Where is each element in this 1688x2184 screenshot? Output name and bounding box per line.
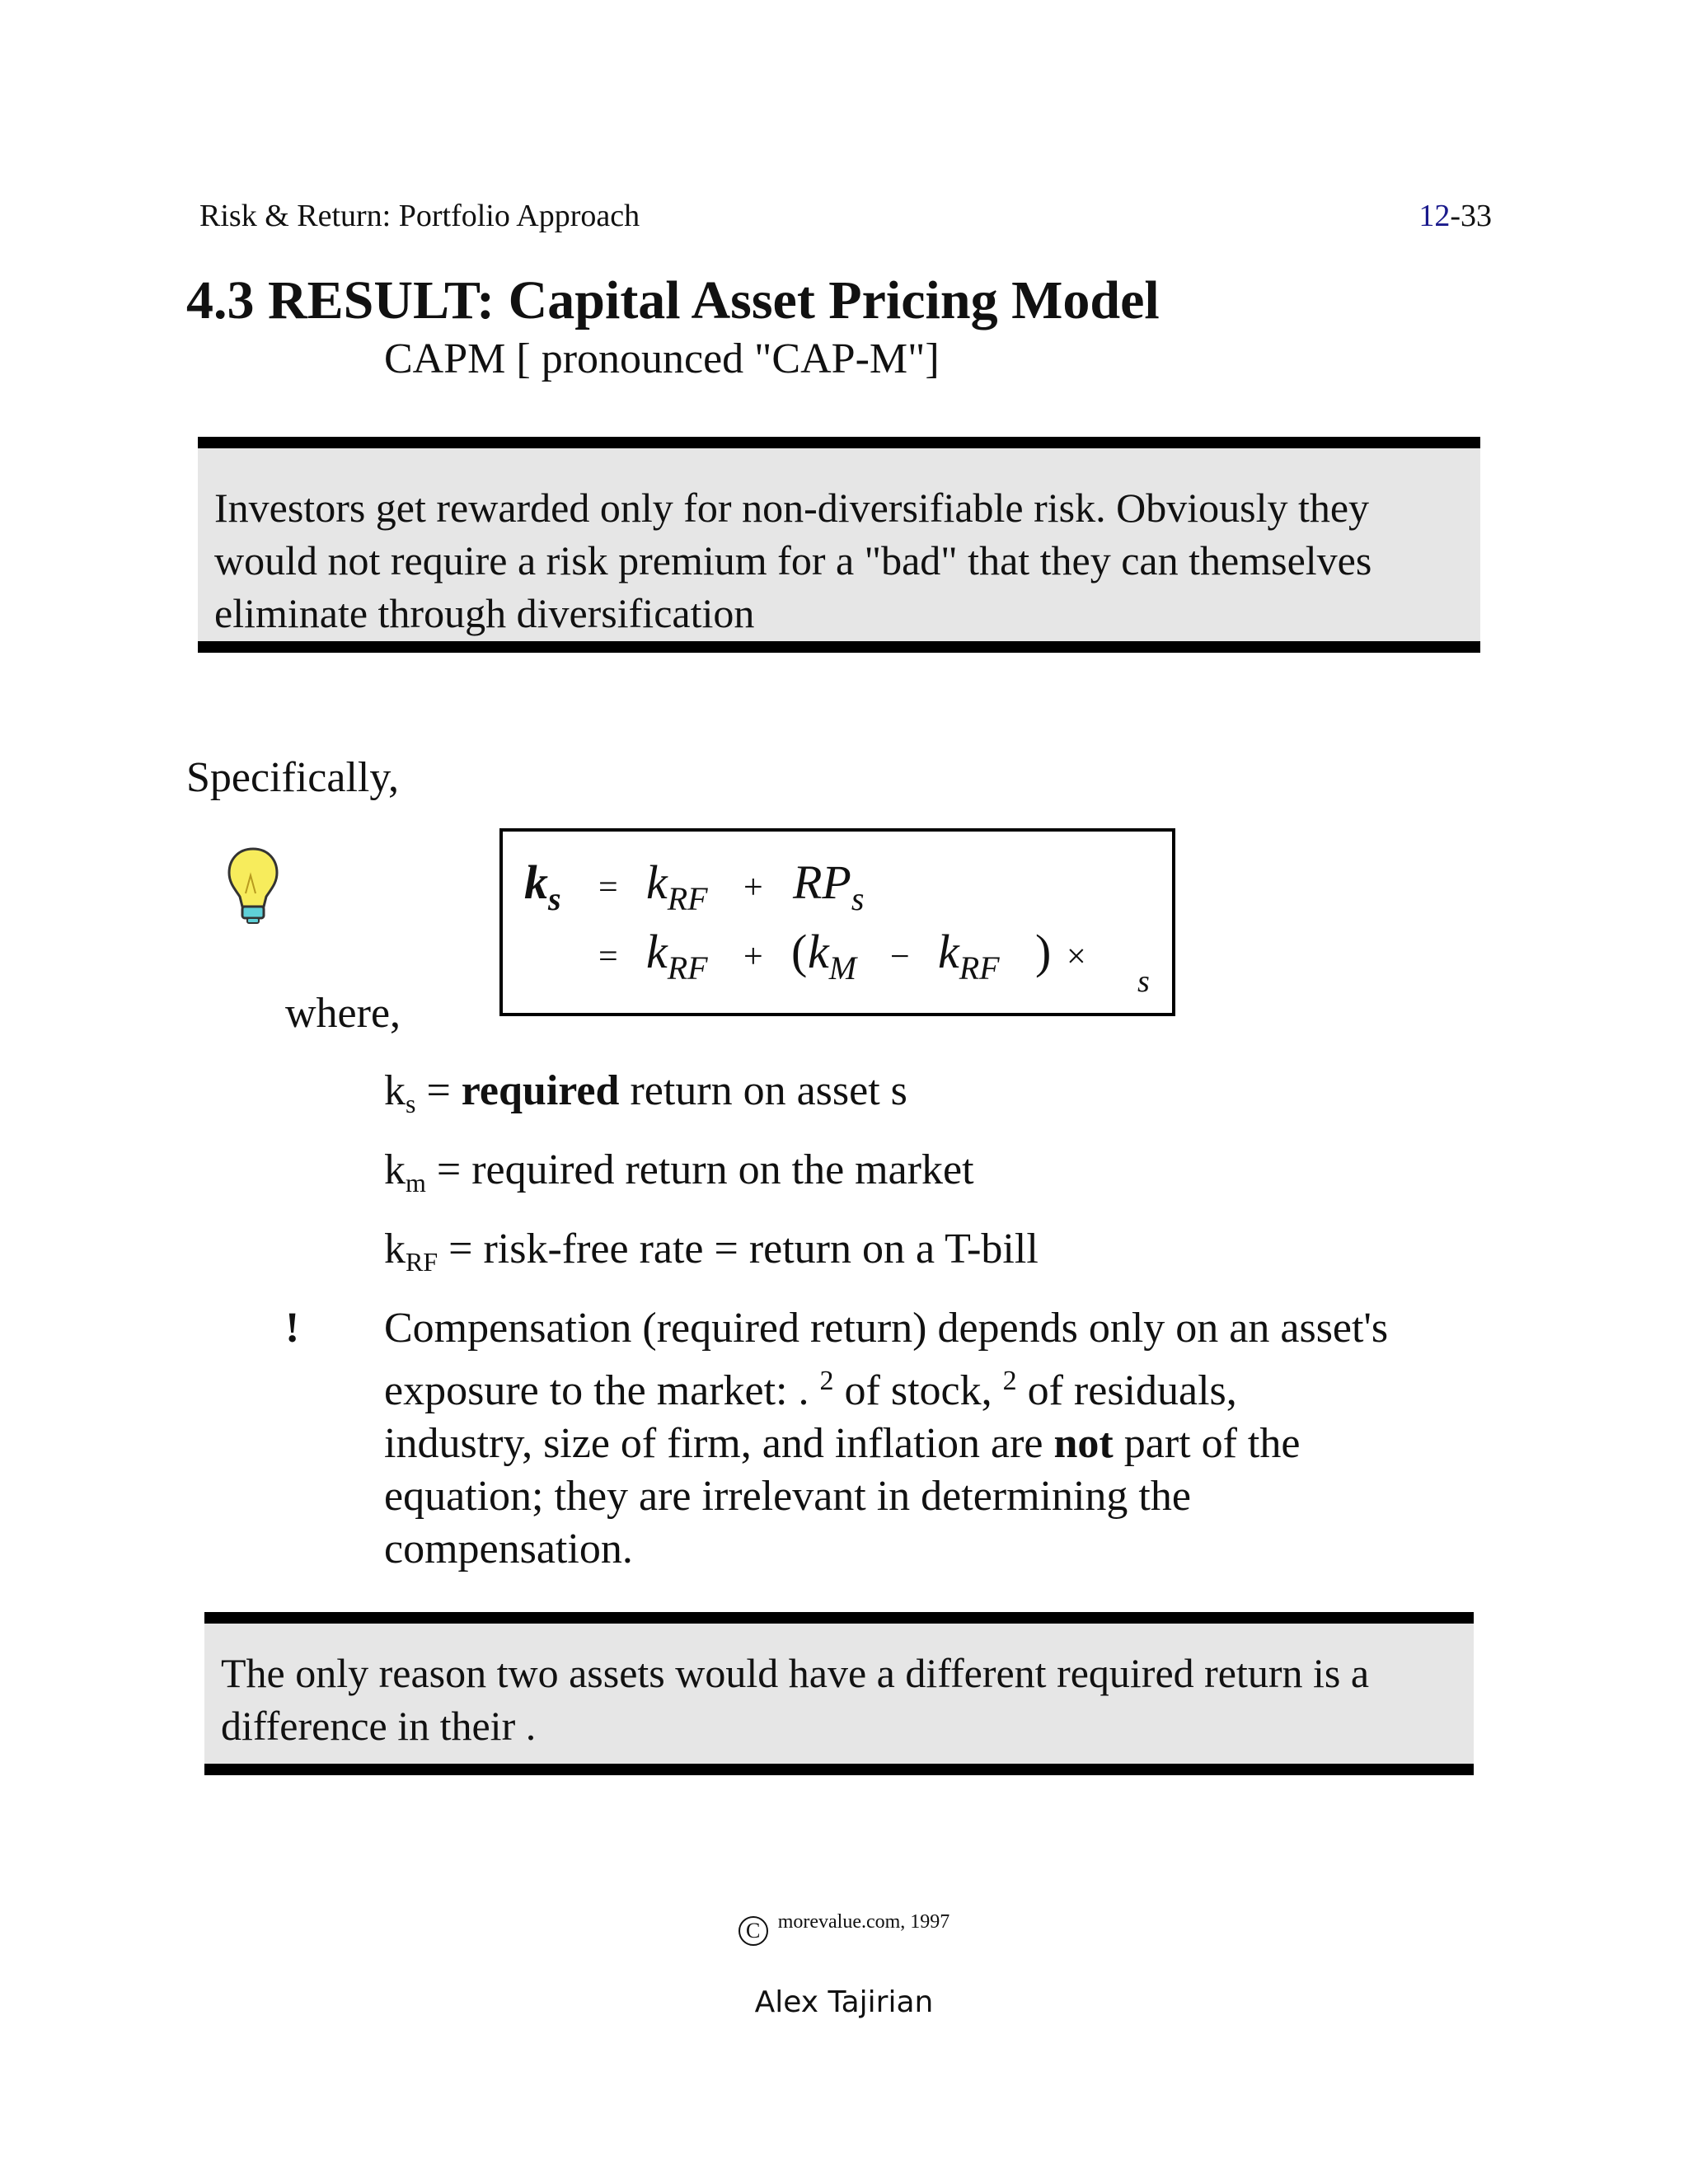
formula-rps: $RP_s$ <box>793 855 865 917</box>
callout-line: eliminate through diversification <box>214 590 755 636</box>
plus-sign: + <box>743 869 763 907</box>
formula-ks: $k_s$ <box>524 855 561 917</box>
formula-krf: $k_{RF}$ <box>938 925 1000 987</box>
page-number <box>1418 196 1492 236</box>
page-index: 33 <box>1461 199 1492 233</box>
running-header: Risk & Return: Portfolio Approach <box>199 199 640 233</box>
chapter-number: 12 <box>1418 199 1451 233</box>
equals-sign: = <box>598 869 618 907</box>
exclamation-icon: ! <box>285 1305 300 1352</box>
definition-ks: $k_s$ = required return on asset s <box>384 1067 907 1118</box>
intro-text: Specifically, <box>186 754 399 801</box>
page-separator: - <box>1450 199 1461 233</box>
minus-sign: − <box>890 938 910 976</box>
capm-formula <box>499 828 1175 1016</box>
where-label: where, <box>285 990 401 1037</box>
callout-line: would not require a risk premium for a "bad" that they can themselves <box>214 537 1372 583</box>
copyright-icon: C <box>738 1916 768 1946</box>
page-subtitle: CAPM [ pronounced "CAP-M"] <box>384 335 940 382</box>
definition-krf: $k_{RF}$ = risk-free rate = return on a T-bill <box>384 1226 1039 1277</box>
key-point-box <box>198 437 1480 653</box>
author-name: Alex Tajirian <box>754 1985 934 2019</box>
formula-krf: $k_{RF}$ <box>646 855 708 917</box>
formula-km: $k_M$ <box>808 925 857 987</box>
callout-line: Investors get rewarded only for non-diversifiable risk. Obviously they <box>214 485 1370 531</box>
lightbulb-icon <box>226 846 280 925</box>
plus-sign: + <box>743 938 763 976</box>
compensation-note: Compensation (required return) depends only on an asset's exposure to the market: . $^2$ of stock, $^2$ of residuals, industry, size of firm, and inflation are not part of the equation; they are irrelevant in determining the compensation. <box>384 1305 1389 1572</box>
conclusion-box <box>204 1612 1474 1775</box>
times-sign: × <box>1067 938 1086 976</box>
copyright-notice: C morevalue.com, 1997 <box>0 1905 1688 1946</box>
callout-line: difference in their . <box>221 1703 537 1749</box>
definition-km: $k_m$ = required return on the market <box>384 1146 974 1197</box>
close-paren: ) <box>1035 925 1052 978</box>
formula-krf: $k_{RF}$ <box>646 925 708 987</box>
open-paren: ( <box>791 925 808 978</box>
page-title: 4.3 RESULT: Capital Asset Pricing Model <box>186 270 1160 330</box>
callout-line: The only reason two assets would have a different required return is a <box>221 1650 1370 1696</box>
beta-subscript: s <box>1137 964 1150 999</box>
equals-sign: = <box>598 938 618 976</box>
